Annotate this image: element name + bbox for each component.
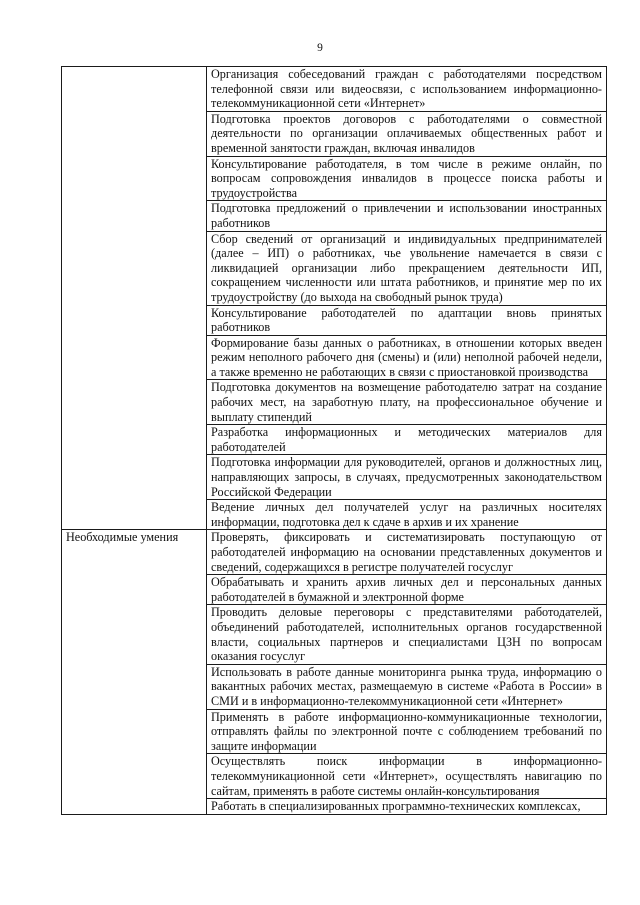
table-cell-item: Применять в работе информационно-коммуникационные технологии, отправлять файлы по электронной почте с соблюдением требований по защите информации (207, 709, 607, 754)
table-cell-item: Консультирование работодателей по адаптации вновь принятых работников (207, 305, 607, 335)
table-cell-item: Работать в специализированных программно-технических комплексах, (207, 799, 607, 815)
table-cell-item: Сбор сведений от организаций и индивидуальных предпринимателей (далее – ИП) о работниках, чье увольнение намечается в связи с ликвидацией организации либо прекращением деятельности ИП, сокращением численности или штата работников, и принятие мер по их трудоустройству (до выхода на свободный рынок труда) (207, 231, 607, 305)
table-cell-item: Проводить деловые переговоры с представителями работодателей, объединений работодателей, исполнительных органов государственной власти, социальных партнеров и специалистами ЦЗН по вопросам оказания госуслуг (207, 605, 607, 664)
table-row (62, 530, 607, 575)
table-cell-item: Осуществлять поиск информации в информационно-телекоммуникационной сети «Интернет», осуществлять навигацию по сайтам, применять в работе системы онлайн-консультирования (207, 754, 607, 799)
table-cell-item: Ведение личных дел получателей услуг на различных носителях информации, подготовка дел к сдаче в архив и их хранение (207, 500, 607, 530)
table-cell-item: Подготовка предложений о привлечении и использовании иностранных работников (207, 201, 607, 231)
previous-section-label-cell (62, 67, 207, 530)
table-cell-item: Проверять, фиксировать и систематизировать поступающую от работодателей информацию на основании представленных документов и сведений, содержащихся в регистре получателей госуслуг (207, 530, 607, 575)
competency-table (61, 66, 607, 815)
table-cell-item: Разработка информационных и методических материалов для работодателей (207, 425, 607, 455)
required-skills-section-label-cell (62, 530, 207, 814)
table-cell-item: Обрабатывать и хранить архив личных дел и персональных данных работодателей в бумажной и электронной форме (207, 575, 607, 605)
table-cell-item: Формирование базы данных о работниках, в отношении которых введен режим неполного рабочего дня (смены) и (или) неполной рабочей недели, а также временно не работающих в связи с приостановкой производства (207, 335, 607, 380)
table-cell-item: Подготовка проектов договоров с работодателями о совместной деятельности по организации оплачиваемых общественных работ и временной занятости граждан, включая инвалидов (207, 111, 607, 156)
table-cell-item: Организация собеседований граждан с работодателями посредством телефонной связи или видеосвязи, с использованием информационно-телекоммуникационной сети «Интернет» (207, 67, 607, 112)
table-cell-item: Консультирование работодателя, в том числе в режиме онлайн, по вопросам сопровождения инвалидов в процессе поиска работы и трудоустройства (207, 156, 607, 201)
required-skills-section-label: Необходимые умения (66, 530, 179, 545)
table-row (62, 67, 607, 112)
table-cell-item: Подготовка информации для руководителей, органов и должностных лиц, направляющих запросы, в случаях, предусмотренных законодательством Российской Федерации (207, 455, 607, 500)
table-cell-item: Подготовка документов на возмещение работодателю затрат на создание рабочих мест, на заработную плату, на профессиональное обучение и выплату стипендий (207, 380, 607, 425)
page-number: 9 (317, 42, 323, 54)
table-cell-item: Использовать в работе данные мониторинга рынка труда, информацию о вакантных рабочих местах, размещаемую в системе «Работа в России» в СМИ и в информационно-телекоммуникационной сети «Интернет» (207, 664, 607, 709)
